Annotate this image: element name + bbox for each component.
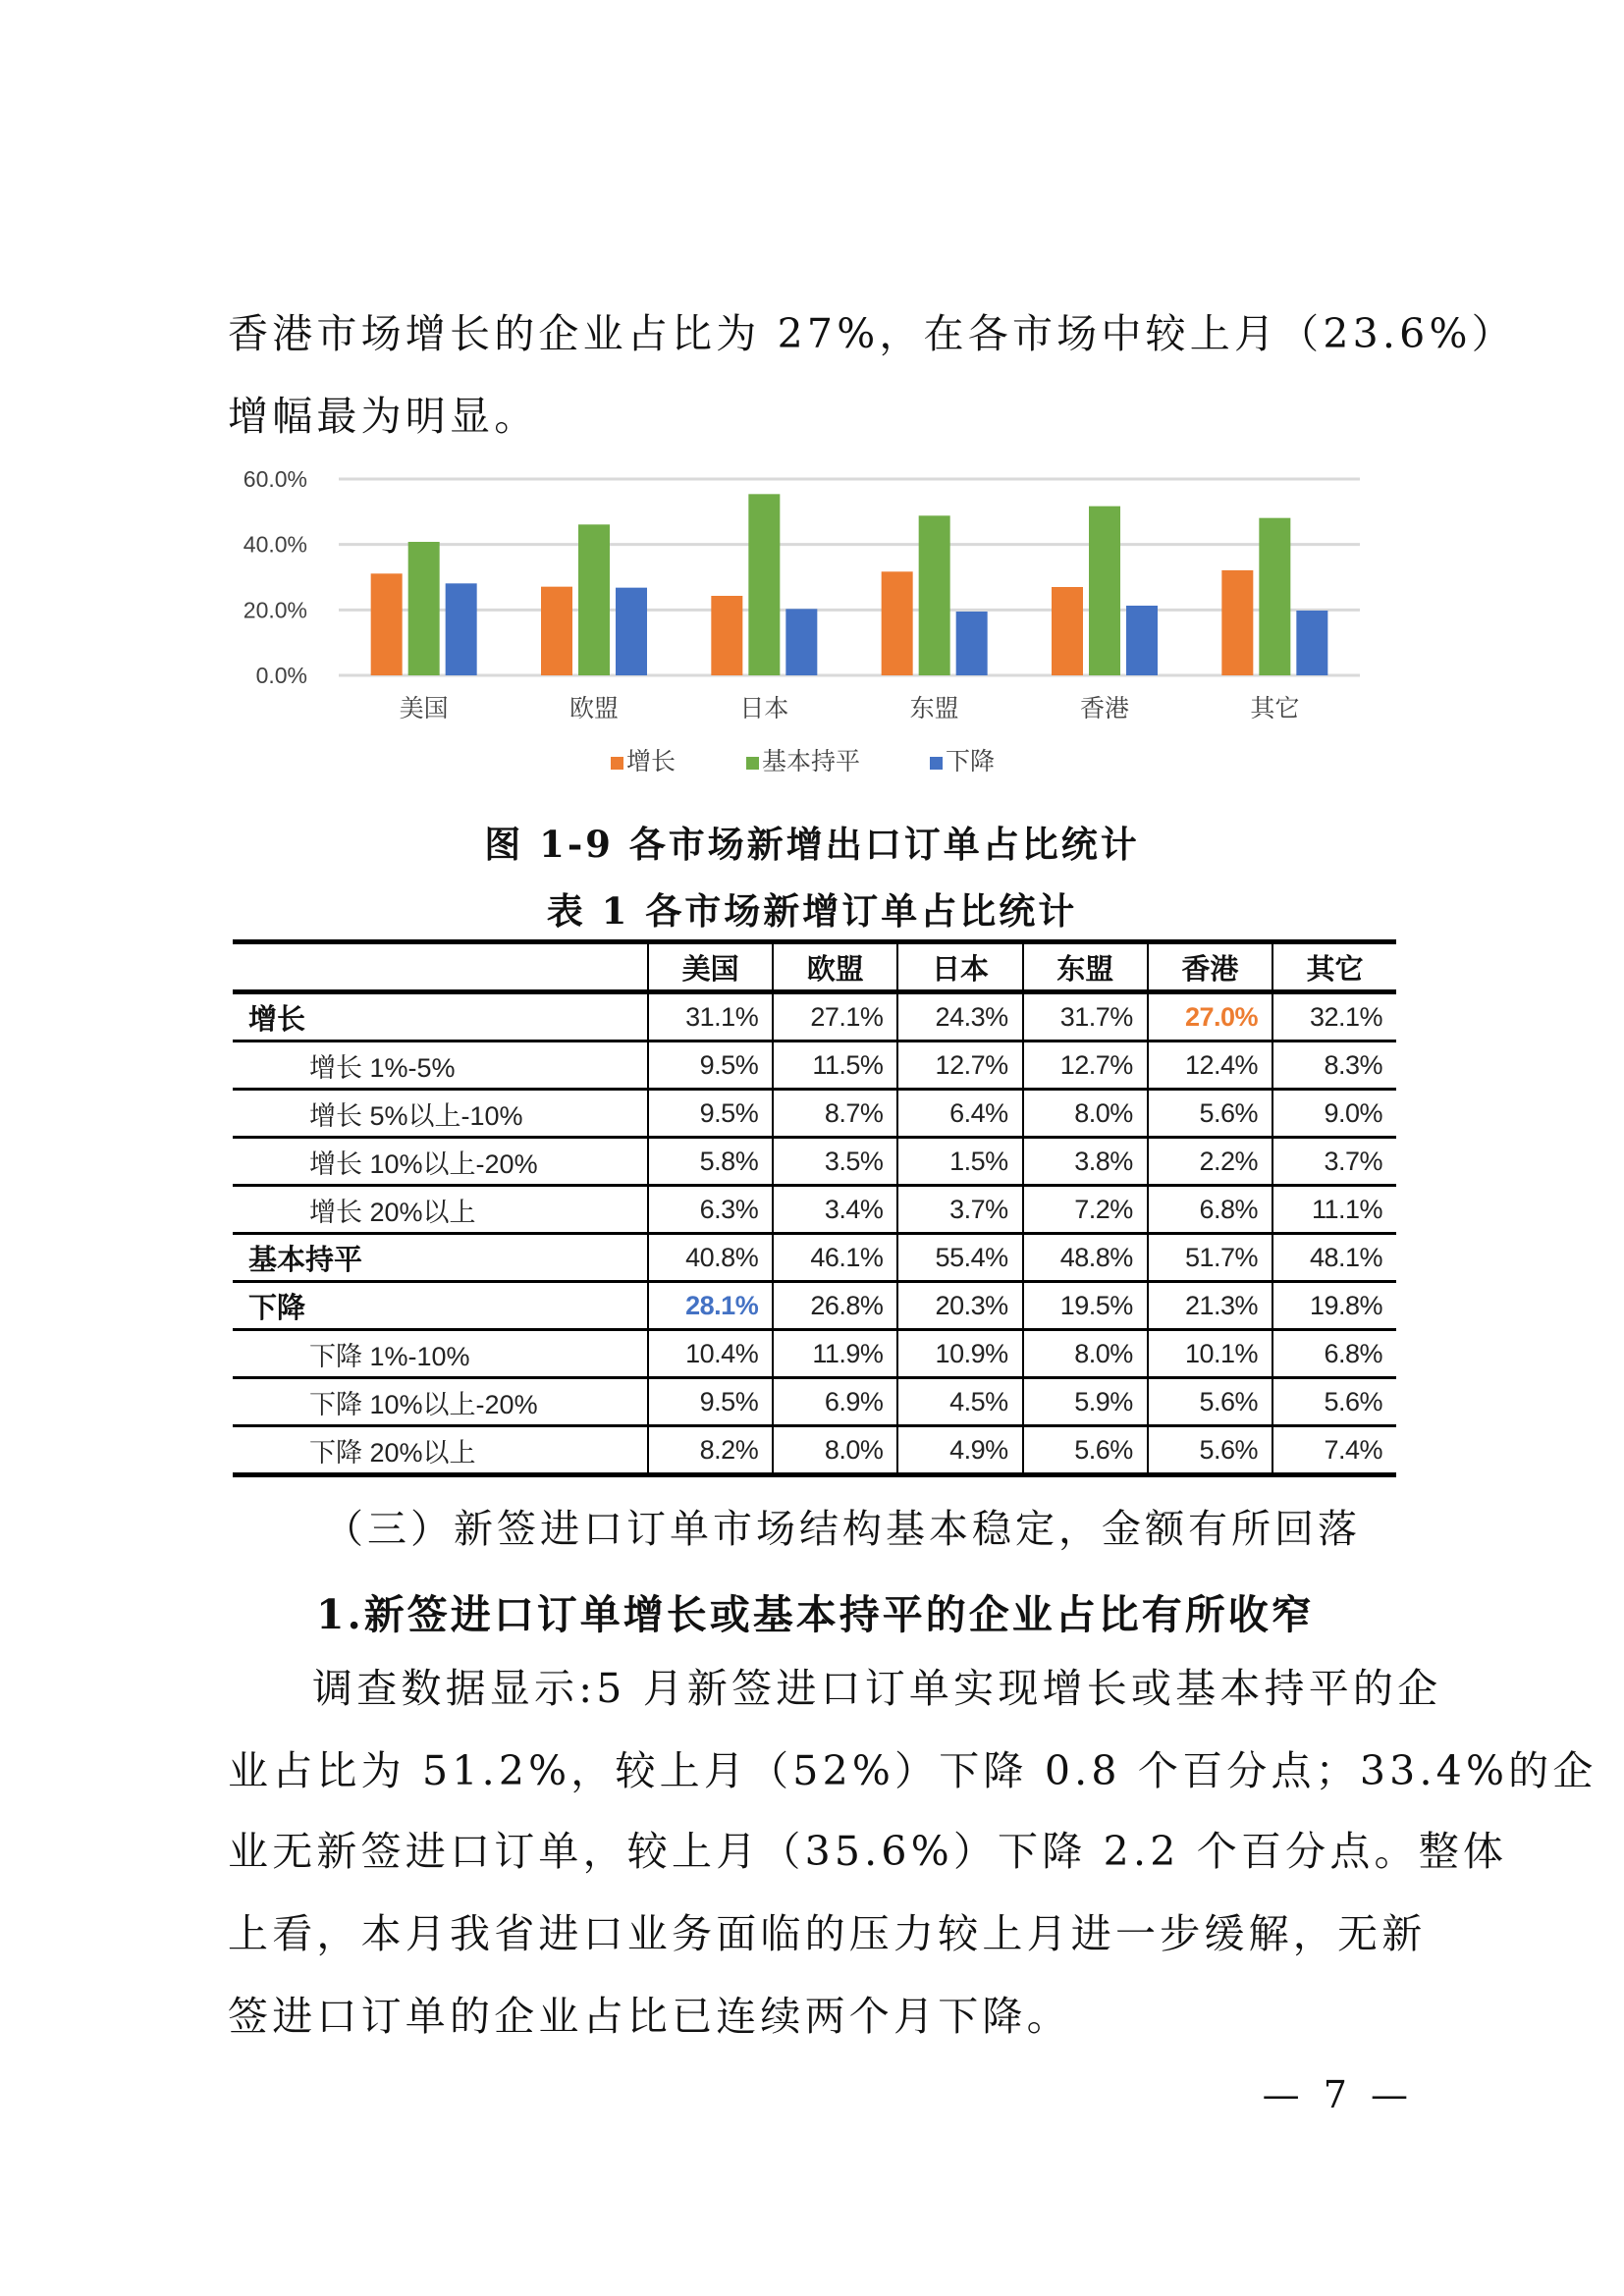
- bars: [371, 494, 1328, 675]
- row-label: 增长 10%以上-20%: [233, 1138, 648, 1186]
- table-cell: 8.0%: [773, 1426, 897, 1475]
- page-number: — 7 —: [1262, 2073, 1414, 2116]
- y-tick-label: 0.0%: [255, 663, 307, 688]
- row-label: 增长 5%以上-10%: [233, 1090, 648, 1138]
- bar-增长-香港: [1052, 587, 1083, 675]
- table-cell: 27.1%: [773, 992, 897, 1041]
- table-cell: 3.8%: [1023, 1138, 1148, 1186]
- bar-增长-日本: [711, 596, 742, 675]
- row-label: 增长 1%-5%: [233, 1041, 648, 1090]
- table-cell: 6.3%: [648, 1186, 773, 1234]
- table-header-cell: 东盟: [1023, 942, 1148, 992]
- row-label: 下降 1%-10%: [233, 1330, 648, 1378]
- x-tick-label: 东盟: [909, 695, 959, 722]
- table-cell: 8.0%: [1023, 1330, 1148, 1378]
- table-cell: 55.4%: [897, 1234, 1022, 1282]
- table-cell: 32.1%: [1272, 992, 1396, 1041]
- x-axis-labels: [400, 695, 1300, 722]
- table-cell: 8.7%: [773, 1090, 897, 1138]
- table-cell: 5.6%: [1148, 1378, 1272, 1426]
- legend: [611, 748, 995, 775]
- row-label: 下降 20%以上: [233, 1426, 648, 1475]
- table-row: [233, 1282, 1396, 1330]
- table-cell: 4.5%: [897, 1378, 1022, 1426]
- table-row: [233, 1426, 1396, 1475]
- table-row: [233, 1330, 1396, 1378]
- table-cell: 3.7%: [1272, 1138, 1396, 1186]
- x-tick-label: 日本: [739, 695, 789, 722]
- table-row: [233, 1186, 1396, 1234]
- bar-基本持平-欧盟: [578, 524, 610, 675]
- intro-line-1: 香港市场增长的企业占比为 27%，在各市场中较上月（23.6%）: [228, 310, 1516, 357]
- legend-label: 下降: [946, 748, 996, 775]
- table-cell: 5.6%: [1148, 1090, 1272, 1138]
- table-cell: 12.7%: [897, 1041, 1022, 1090]
- bar-增长-其它: [1221, 570, 1253, 675]
- table-cell: 3.5%: [773, 1138, 897, 1186]
- legend-swatch: [930, 757, 943, 770]
- table-cell: 5.8%: [648, 1138, 773, 1186]
- table-header-cell: 香港: [1148, 942, 1272, 992]
- table-cell: 28.1%: [648, 1282, 773, 1330]
- bar-基本持平-东盟: [919, 515, 950, 675]
- table-row: [233, 1234, 1396, 1282]
- bar-下降-东盟: [956, 612, 988, 675]
- body-line-3: 业无新签进口订单，较上月（35.6%）下降 2.2 个百分点。整体: [228, 1828, 1508, 1875]
- table-cell: 8.2%: [648, 1426, 773, 1475]
- row-label: 增长: [233, 992, 648, 1041]
- bar-基本持平-日本: [748, 494, 780, 675]
- y-tick-label: 20.0%: [243, 597, 307, 623]
- table-header-row: [233, 942, 1396, 992]
- y-axis-ticks: [244, 466, 307, 688]
- legend-label: 增长: [626, 748, 677, 775]
- table-cell: 9.5%: [648, 1378, 773, 1426]
- table-cell: 4.9%: [897, 1426, 1022, 1475]
- table-cell: 5.6%: [1148, 1426, 1272, 1475]
- x-tick-label: 香港: [1079, 695, 1130, 722]
- table-row: [233, 1378, 1396, 1426]
- bar-基本持平-香港: [1089, 507, 1120, 675]
- table-cell: 3.4%: [773, 1186, 897, 1234]
- table-header-cell: 日本: [897, 942, 1022, 992]
- x-tick-label: 其它: [1250, 695, 1300, 722]
- sub-heading: 1.新签进口订单增长或基本持平的企业占比有所收窄: [316, 1591, 1315, 1638]
- table-header-cell: 其它: [1272, 942, 1396, 992]
- table-cell: 21.3%: [1148, 1282, 1272, 1330]
- table-cell: 27.0%: [1148, 992, 1272, 1041]
- row-label: 下降: [233, 1282, 648, 1330]
- intro-line-2: 增幅最为明显。: [228, 393, 539, 440]
- table-header-cell: 欧盟: [773, 942, 897, 992]
- legend-swatch: [746, 757, 759, 770]
- table-cell: 51.7%: [1148, 1234, 1272, 1282]
- body-line-2: 业占比为 51.2%，较上月（52%）下降 0.8 个百分点；33.4%的企: [228, 1747, 1597, 1794]
- y-tick-label: 60.0%: [243, 466, 307, 492]
- table-row: [233, 1090, 1396, 1138]
- table-cell: 9.5%: [648, 1041, 773, 1090]
- bar-基本持平-美国: [408, 542, 440, 675]
- table-cell: 1.5%: [897, 1138, 1022, 1186]
- table-cell: 5.6%: [1272, 1378, 1396, 1426]
- y-tick-label: 40.0%: [243, 531, 307, 558]
- legend-label: 基本持平: [762, 748, 861, 775]
- table-cell: 8.3%: [1272, 1041, 1396, 1090]
- table-caption: 表 1 各市场新增订单占比统计: [546, 889, 1078, 933]
- row-label: 增长 20%以上: [233, 1186, 648, 1234]
- table-cell: 7.2%: [1023, 1186, 1148, 1234]
- table-cell: 6.8%: [1148, 1186, 1272, 1234]
- table-cell: 6.8%: [1272, 1330, 1396, 1378]
- bar-增长-美国: [371, 573, 403, 675]
- bar-下降-美国: [446, 583, 477, 675]
- x-tick-label: 欧盟: [568, 695, 620, 722]
- table-row: [233, 1041, 1396, 1090]
- table-cell: 26.8%: [773, 1282, 897, 1330]
- table-header-corner: [233, 942, 648, 992]
- bar-增长-东盟: [882, 571, 913, 675]
- table-cell: 31.7%: [1023, 992, 1148, 1041]
- body-line-4: 上看，本月我省进口业务面临的压力较上月进一步缓解，无新: [228, 1910, 1427, 1957]
- bar-增长-欧盟: [541, 587, 572, 675]
- table-cell: 5.6%: [1023, 1426, 1148, 1475]
- table-row: [233, 1138, 1396, 1186]
- bar-下降-其它: [1296, 611, 1327, 675]
- bar-chart: [226, 461, 1404, 795]
- table-cell: 12.7%: [1023, 1041, 1148, 1090]
- table-cell: 20.3%: [897, 1282, 1022, 1330]
- body-line-5: 签进口订单的企业占比已连续两个月下降。: [228, 1993, 1071, 2040]
- table-cell: 40.8%: [648, 1234, 773, 1282]
- table-cell: 10.4%: [648, 1330, 773, 1378]
- table-cell: 12.4%: [1148, 1041, 1272, 1090]
- bar-下降-欧盟: [616, 588, 647, 675]
- table-cell: 6.4%: [897, 1090, 1022, 1138]
- table-cell: 6.9%: [773, 1378, 897, 1426]
- table-cell: 3.7%: [897, 1186, 1022, 1234]
- bar-基本持平-其它: [1259, 518, 1290, 675]
- table-cell: 31.1%: [648, 992, 773, 1041]
- table-cell: 11.5%: [773, 1041, 897, 1090]
- table-cell: 9.0%: [1272, 1090, 1396, 1138]
- table-cell: 11.1%: [1272, 1186, 1396, 1234]
- table-cell: 10.9%: [897, 1330, 1022, 1378]
- market-orders-table: [233, 939, 1396, 1477]
- table-header-cell: 美国: [648, 942, 773, 992]
- figure-caption: 图 1-9 各市场新增出口订单占比统计: [484, 823, 1140, 866]
- table-cell: 48.1%: [1272, 1234, 1396, 1282]
- table-cell: 24.3%: [897, 992, 1022, 1041]
- legend-swatch: [611, 757, 623, 770]
- x-tick-label: 美国: [399, 695, 449, 722]
- table-cell: 46.1%: [773, 1234, 897, 1282]
- table-cell: 9.5%: [648, 1090, 773, 1138]
- table-cell: 2.2%: [1148, 1138, 1272, 1186]
- row-label: 基本持平: [233, 1234, 648, 1282]
- table-cell: 8.0%: [1023, 1090, 1148, 1138]
- table-cell: 7.4%: [1272, 1426, 1396, 1475]
- body-line-1: 调查数据显示:5 月新签进口订单实现增长或基本持平的企: [312, 1665, 1442, 1712]
- row-label: 下降 10%以上-20%: [233, 1378, 648, 1426]
- table-cell: 19.8%: [1272, 1282, 1396, 1330]
- gridlines: [339, 479, 1360, 675]
- table-row: [233, 992, 1396, 1041]
- table-cell: 11.9%: [773, 1330, 897, 1378]
- bar-下降-香港: [1126, 606, 1158, 675]
- table-cell: 5.9%: [1023, 1378, 1148, 1426]
- table-cell: 48.8%: [1023, 1234, 1148, 1282]
- section-heading: （三）新签进口订单市场结构基本稳定，金额有所回落: [324, 1507, 1361, 1552]
- table-cell: 19.5%: [1023, 1282, 1148, 1330]
- bar-下降-日本: [785, 609, 817, 675]
- table-cell: 10.1%: [1148, 1330, 1272, 1378]
